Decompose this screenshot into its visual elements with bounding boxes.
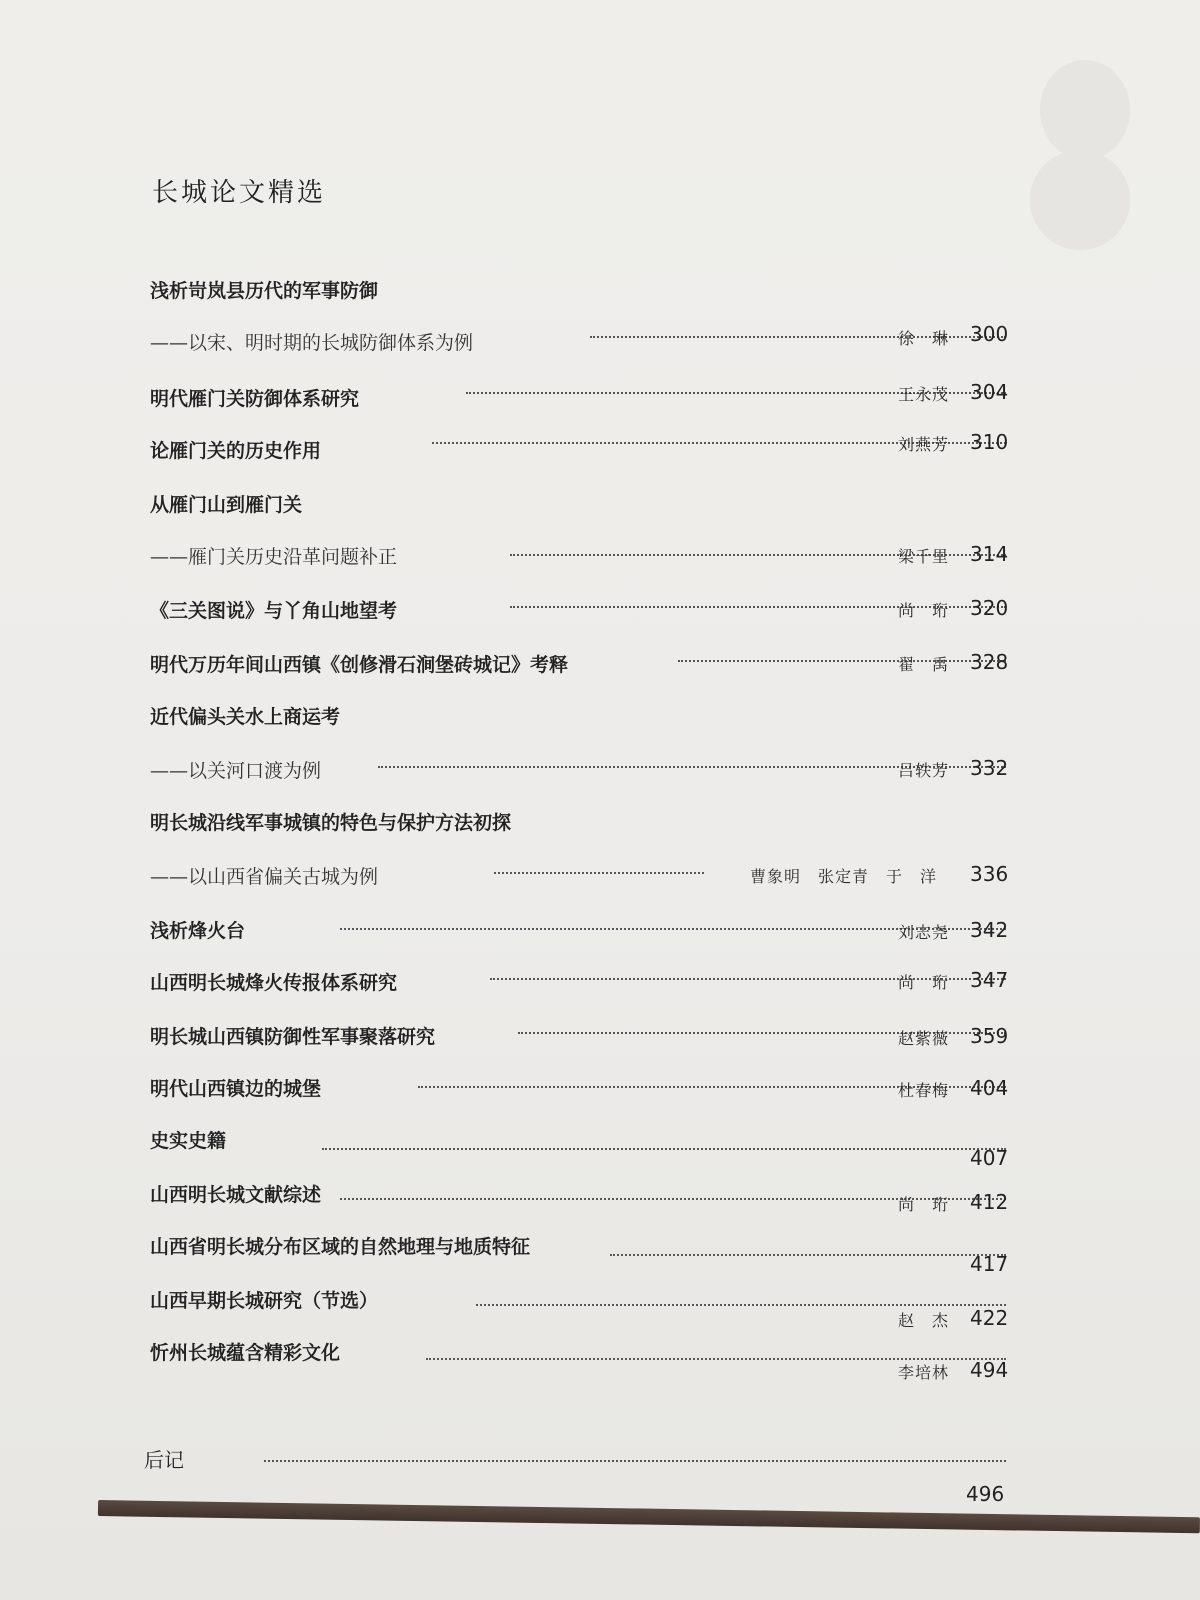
afterword-title: 后记: [144, 1448, 184, 1472]
toc-entry[interactable]: [150, 968, 1010, 1000]
entry-author: 翟 禹: [898, 655, 950, 674]
entry-subtitle: ——以山西省偏关古城为例: [150, 866, 379, 888]
entry-author: 曹象明 张定青 于 洋: [750, 867, 938, 886]
toc-entry[interactable]: [150, 1286, 1010, 1330]
section-title: 长城论文精选: [152, 178, 327, 208]
entry-subtitle: ——以宋、明时期的长城防御体系为例: [150, 332, 474, 354]
entry-page-number: 494: [970, 1358, 1009, 1382]
entry-page-number: 314: [970, 542, 1009, 566]
entry-page-number: 407: [970, 1146, 1009, 1170]
entry-title: 明代万历年间山西镇《创修滑石涧堡砖城记》考释: [150, 654, 569, 676]
entry-title: 《三关图说》与丫角山地望考: [150, 600, 398, 622]
entry-title: 近代偏头关水上商运考: [150, 706, 341, 728]
entry-author: 王永茂: [898, 385, 950, 404]
entry-page-number: 304: [970, 380, 1009, 404]
entry-title: 浅析岢岚县历代的军事防御: [150, 280, 379, 302]
entry-title: 明代雁门关防御体系研究: [150, 388, 360, 410]
bleed-through-mark: [1030, 150, 1130, 250]
entry-title: 史实史籍: [150, 1130, 227, 1152]
afterword-page-number: 496: [966, 1482, 1005, 1506]
entry-author: 徐 琳: [898, 329, 950, 348]
entry-author: 尚 珩: [898, 973, 950, 992]
entry-author: 赵 杰: [898, 1311, 950, 1330]
toc-entry-title[interactable]: [150, 276, 1010, 308]
entry-title: 从雁门山到雁门关: [150, 494, 303, 516]
entry-page-number: 300: [970, 322, 1009, 346]
toc-entry-subtitle[interactable]: [150, 862, 1010, 894]
entry-page-number: 422: [970, 1306, 1009, 1330]
entry-title: 论雁门关的历史作用: [150, 440, 322, 462]
entry-subtitle: ——以关河口渡为例: [150, 760, 322, 782]
toc-entry[interactable]: [150, 1022, 1010, 1054]
entry-page-number: 404: [970, 1076, 1009, 1100]
toc-entry[interactable]: [150, 1180, 1010, 1212]
entry-author: 杜春梅: [898, 1081, 950, 1100]
entry-title: 明长城沿线军事城镇的特色与保护方法初探: [150, 812, 512, 834]
entry-author: 赵紫薇: [898, 1029, 950, 1048]
dot-leader: [476, 1304, 1006, 1306]
entry-title: 山西早期长城研究（节选）: [150, 1290, 379, 1312]
dot-leader: [494, 872, 704, 874]
dot-leader: [678, 660, 1006, 662]
toc-entry-subtitle[interactable]: [150, 756, 1010, 788]
toc-entry-title[interactable]: [150, 490, 1010, 522]
toc-entry[interactable]: [150, 1074, 1010, 1106]
entry-page-number: 336: [970, 862, 1009, 886]
entry-subtitle: ——雁门关历史沿革问题补正: [150, 546, 398, 568]
entry-title: 忻州长城蕴含精彩文化: [150, 1342, 341, 1364]
entry-author: 梁千里: [898, 547, 950, 566]
toc-entry-subtitle[interactable]: [150, 542, 1010, 574]
entry-author: 吕轶芳: [898, 761, 950, 780]
entry-page-number: 417: [970, 1252, 1009, 1276]
toc-entry-subtitle[interactable]: [150, 322, 1010, 360]
entry-page-number: 310: [970, 430, 1009, 454]
toc-entry-afterword[interactable]: [144, 1444, 1010, 1506]
entry-page-number: 332: [970, 756, 1009, 780]
toc-entry[interactable]: [150, 596, 1010, 628]
entry-page-number: 328: [970, 650, 1009, 674]
toc-entry[interactable]: [150, 1338, 1010, 1382]
dot-leader: [322, 1148, 1006, 1150]
entry-author: 刘燕芳: [898, 435, 950, 454]
entry-author: 尚 珩: [898, 601, 950, 620]
entry-page-number: 359: [970, 1024, 1009, 1048]
entry-author: 尚 珩: [898, 1195, 950, 1214]
dot-leader: [264, 1460, 1006, 1462]
entry-title: 山西明长城文献综述: [150, 1184, 322, 1206]
toc-entry-title[interactable]: [150, 702, 1010, 734]
toc-entry[interactable]: [150, 916, 1010, 948]
toc-entry[interactable]: [150, 380, 1010, 416]
entry-author: 刘志尧: [898, 923, 950, 942]
entry-page-number: 412: [970, 1190, 1009, 1214]
toc-entry-title[interactable]: [150, 808, 1010, 840]
toc-entry[interactable]: [150, 1126, 1010, 1170]
entry-page-number: 342: [970, 918, 1009, 942]
toc-entry[interactable]: [150, 430, 1010, 468]
entry-title: 明长城山西镇防御性军事聚落研究: [150, 1026, 436, 1048]
entry-page-number: 320: [970, 596, 1009, 620]
dot-leader: [610, 1254, 1006, 1256]
entry-title: 明代山西镇边的城堡: [150, 1078, 322, 1100]
toc-entry[interactable]: [150, 650, 1010, 682]
entry-page-number: 347: [970, 968, 1009, 992]
bleed-through-mark: [1040, 60, 1130, 160]
page-footer-rule: [98, 1500, 1200, 1533]
toc-entry[interactable]: [150, 1232, 1010, 1276]
entry-author: 李培林: [898, 1363, 950, 1382]
entry-title: 浅析烽火台: [150, 920, 246, 942]
entry-title: 山西省明长城分布区域的自然地理与地质特征: [150, 1236, 531, 1258]
entry-title: 山西明长城烽火传报体系研究: [150, 972, 398, 994]
